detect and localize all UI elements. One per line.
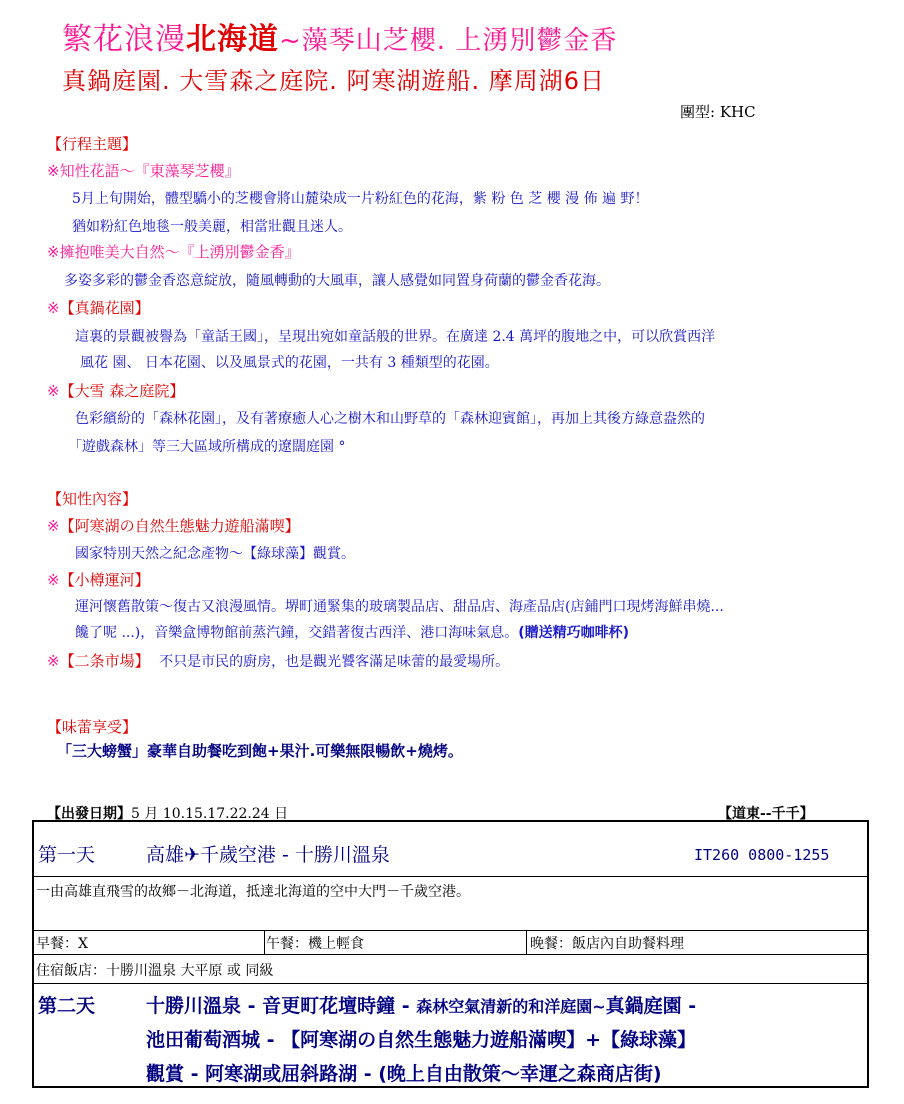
theme3-title: ※【真鍋花園】 bbox=[47, 299, 150, 317]
title-part2: 北海道 bbox=[186, 22, 279, 57]
day2-line2: 池田葡萄酒城 - 【阿寒湖の自然生態魅力遊船滿喫】+【綠球藻】 bbox=[146, 1029, 697, 1051]
itinerary-table bbox=[32, 820, 869, 1088]
title-part3: ~藻琴山芝櫻. 上湧別鬱金香 bbox=[279, 26, 618, 56]
page-title bbox=[62, 14, 617, 58]
day1-route: 高雄✈千歲空港 - 十勝川溫泉 bbox=[146, 844, 390, 866]
theme2-line1: 多姿多彩的鬱金香恣意綻放，隨風轉動的大風車，讓人感覺如同置身荷蘭的鬱金香花海。 bbox=[64, 273, 610, 289]
day1-dinner: 晚餐：飯店內自助餐料理 bbox=[530, 936, 684, 952]
theme3-line2: 風花 園、 日本花園、以及風景式的花園，一共有 3 種類型的花園。 bbox=[80, 355, 499, 371]
knowledge2-title: ※【小樽運河】 bbox=[47, 571, 150, 589]
theme4-title: ※【大雪 森之庭院】 bbox=[47, 382, 185, 400]
theme4-line1: 色彩繽紛的「森林花園」，及有著療癒人心之樹木和山野草的「森林迎賓館」，再加上其後方綠意盎然的 bbox=[75, 411, 705, 427]
day2-section bbox=[34, 983, 867, 1088]
theme4-line2: 「遊戲森林」等三大區域所構成的遼闊庭園 ° bbox=[68, 439, 346, 455]
day1-header-row bbox=[34, 822, 867, 877]
tour-code: 團型: KHC bbox=[680, 103, 756, 121]
knowledge3-title: ※【二条市場】 不只是市民的廚房，也是觀光饕客滿足味蕾的最愛場所。 bbox=[47, 652, 510, 670]
day1-lunch: 午餐：機上輕食 bbox=[266, 936, 364, 952]
day1-label: 第一天 bbox=[38, 844, 96, 866]
day1-desc: 一由高雄直飛雪的故鄉－北海道，抵達北海道的空中大門－千歲空港。 bbox=[36, 884, 470, 900]
day1-hotel: 住宿飯店：十勝川溫泉 大平原 或 同級 bbox=[36, 963, 274, 979]
day1-hotel-row bbox=[34, 954, 867, 984]
themes-header: 【行程主題】 bbox=[47, 135, 138, 153]
theme1-line2: 猶如粉紅色地毯一般美麗，相當壯觀且迷人。 bbox=[72, 219, 352, 235]
day2-line1: 十勝川溫泉 - 音更町花壇時鐘 - 森林空氣清新的和洋庭園~真鍋庭園 - bbox=[146, 995, 697, 1017]
theme1-title: ※知性花語～『東藻琴芝櫻』 bbox=[47, 162, 240, 180]
knowledge2-line1: 運河懷舊散策～復古又浪漫風情。堺町通緊集的玻璃製品店、甜品店、海產品店(店鋪門口現烤海鮮串燒... bbox=[75, 599, 724, 615]
page-subtitle: 真鍋庭園. 大雪森之庭院. 阿寒湖遊船. 摩周湖6日 bbox=[62, 67, 606, 95]
taste-line: 「三大螃蟹」豪華自助餐吃到飽+果汁.可樂無限暢飲+燒烤。 bbox=[57, 742, 463, 760]
title-part1: 繁花浪漫 bbox=[62, 22, 186, 57]
knowledge2-line2: 饞了呢 ...)，音樂盒博物館前蒸汽鐘，交錯著復古西洋、港口海味氣息。(贈送精巧咖啡杯) bbox=[75, 625, 630, 641]
day2-label: 第二天 bbox=[38, 995, 96, 1017]
knowledge1-line1: 國家特別天然之紀念產物～【綠球藻】觀賞。 bbox=[75, 546, 355, 562]
theme3-line1: 這裏的景觀被譽為「童話王國」，呈現出宛如童話般的世界。在廣達 2.4 萬坪的腹地之中，可以欣賞西洋 bbox=[75, 329, 716, 345]
day1-breakfast: 早餐：X bbox=[36, 936, 88, 952]
day2-line3: 觀賞 - 阿寒湖或屈斜路湖 - (晚上自由散策～幸運之森商店街) bbox=[146, 1063, 662, 1085]
taste-header: 【味蕾享受】 bbox=[47, 718, 138, 736]
departure-info: 【出發日期】5 月 10.15.17.22.24 日 bbox=[47, 806, 289, 822]
day1-flight: IT260 0800-1255 bbox=[694, 846, 830, 864]
knowledge-header: 【知性內容】 bbox=[47, 490, 138, 508]
departure-route: 【道東--千千】 bbox=[718, 806, 814, 822]
knowledge1-title: ※【阿寒湖の自然生態魅力遊船滿喫】 bbox=[47, 517, 300, 535]
day1-desc-row bbox=[34, 876, 867, 931]
theme1-line1: 5月上旬開始，體型驕小的芝櫻會將山麓染成一片粉紅色的花海，紫 粉 色 芝 櫻 漫 佈 遍 野！ bbox=[72, 191, 649, 207]
theme2-title: ※擁抱唯美大自然～『上湧別鬱金香』 bbox=[47, 243, 300, 261]
day1-meals-row bbox=[34, 930, 867, 955]
